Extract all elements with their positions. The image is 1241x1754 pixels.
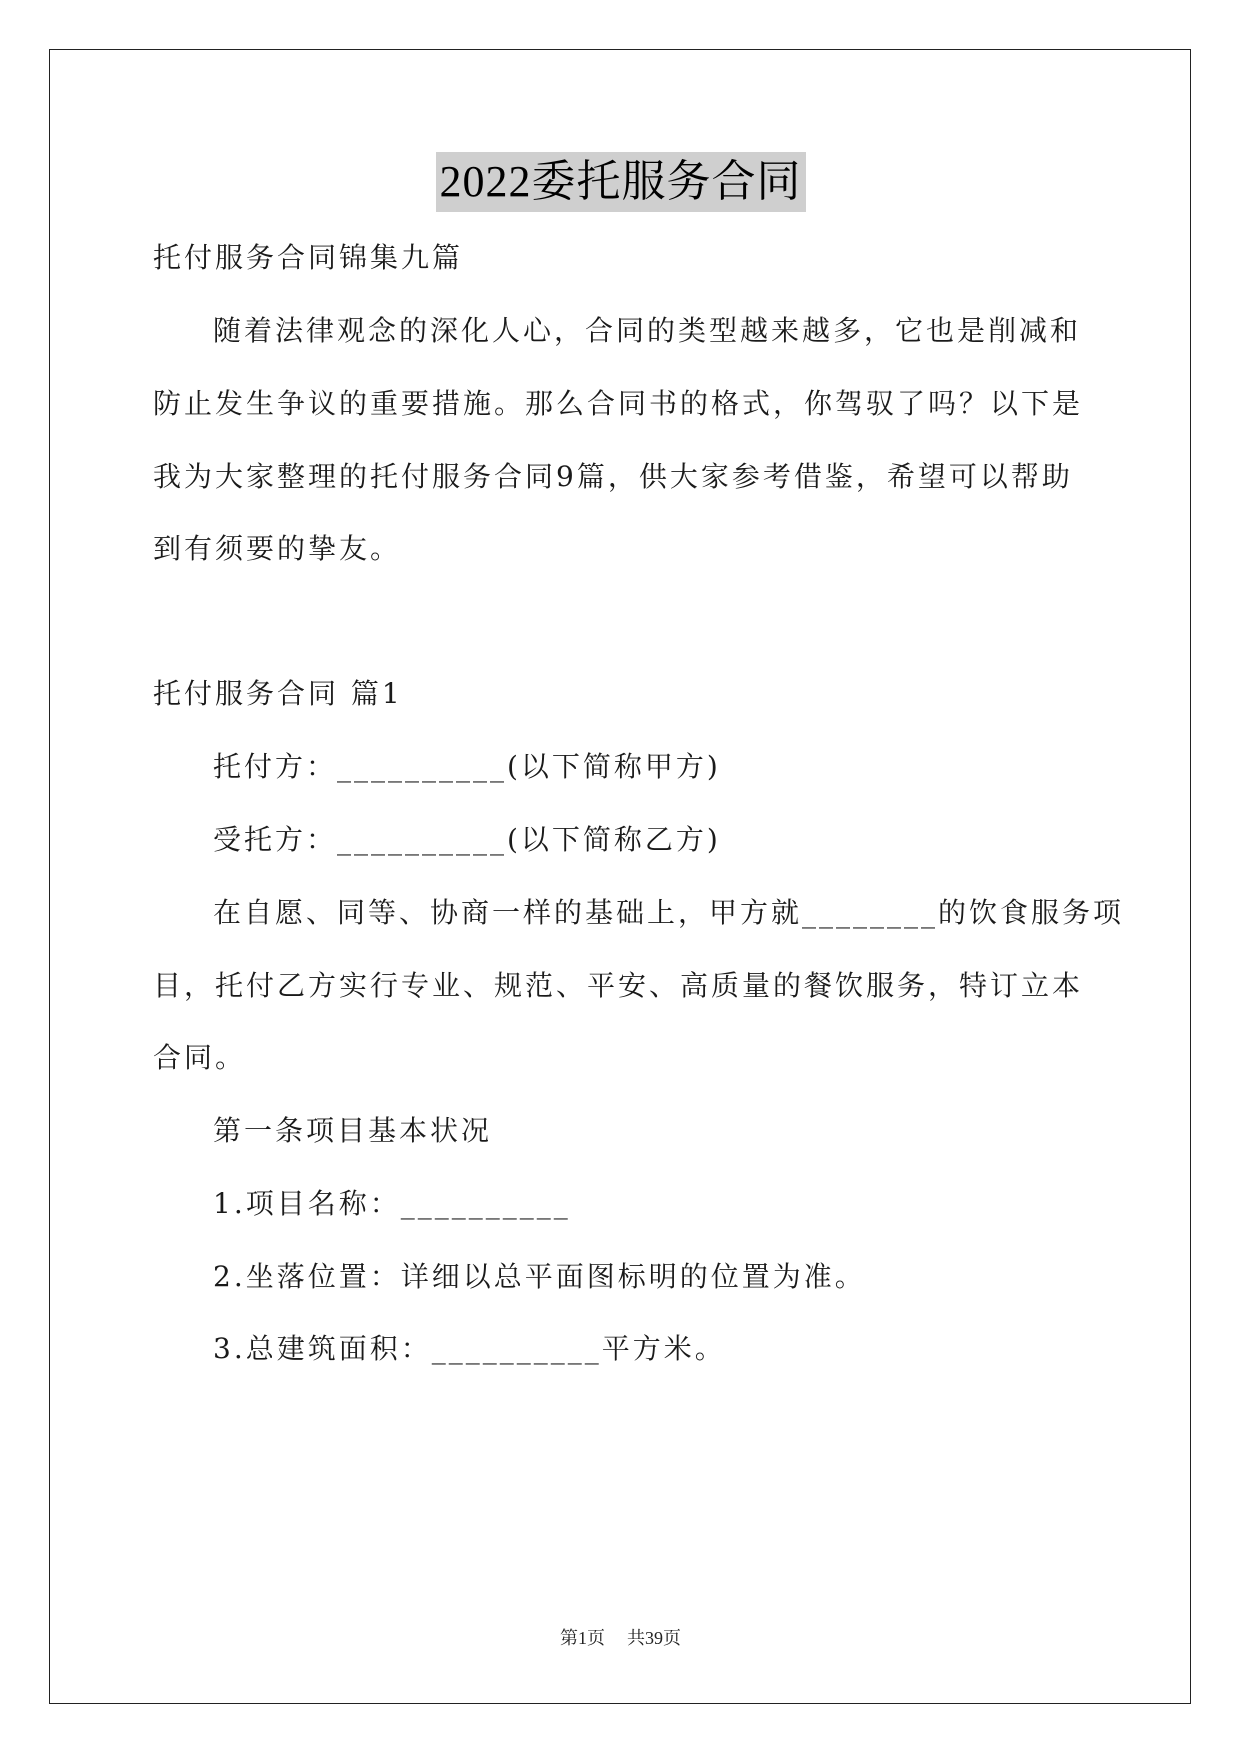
subtitle: 托付服务合同锦集九篇 <box>153 241 464 274</box>
page-total: 共39页 <box>627 1628 681 1648</box>
intro-line-3: 我为大家整理的托付服务合同9篇，供大家参考借鉴，希望可以帮助 <box>153 460 1073 493</box>
title-container <box>0 152 1241 212</box>
page-number: 第1页 <box>560 1628 605 1648</box>
intro-line-1: 随着法律观念的深化人心，合同的类型越来越多，它也是削减和 <box>213 314 1082 347</box>
article-heading: 第一条项目基本状况 <box>213 1114 493 1147</box>
section-heading: 托付服务合同 篇1 <box>153 677 403 710</box>
party-a-line: 托付方：__________(以下简称甲方) <box>213 750 721 783</box>
body-line-1: 在自愿、同等、协商一样的基础上，甲方就________的饮食服务项 <box>213 896 1125 929</box>
body-line-2: 目，托付乙方实行专业、规范、平安、高质量的餐饮服务，特订立本 <box>153 969 1084 1002</box>
page-border <box>49 49 1191 1704</box>
party-b-line: 受托方：__________(以下简称乙方) <box>213 823 721 856</box>
page-footer <box>0 1626 1241 1650</box>
item-1: 1.项目名称：__________ <box>213 1187 571 1220</box>
item-2: 2.坐落位置：详细以总平面图标明的位置为准。 <box>213 1260 866 1293</box>
document-title: 2022委托服务合同 <box>436 152 806 212</box>
intro-line-4: 到有须要的挚友。 <box>153 532 402 565</box>
body-line-3: 合同。 <box>153 1041 247 1074</box>
item-3: 3.总建筑面积：__________平方米。 <box>213 1332 726 1365</box>
intro-line-2: 防止发生争议的重要措施。那么合同书的格式，你驾驭了吗？以下是 <box>153 387 1084 420</box>
